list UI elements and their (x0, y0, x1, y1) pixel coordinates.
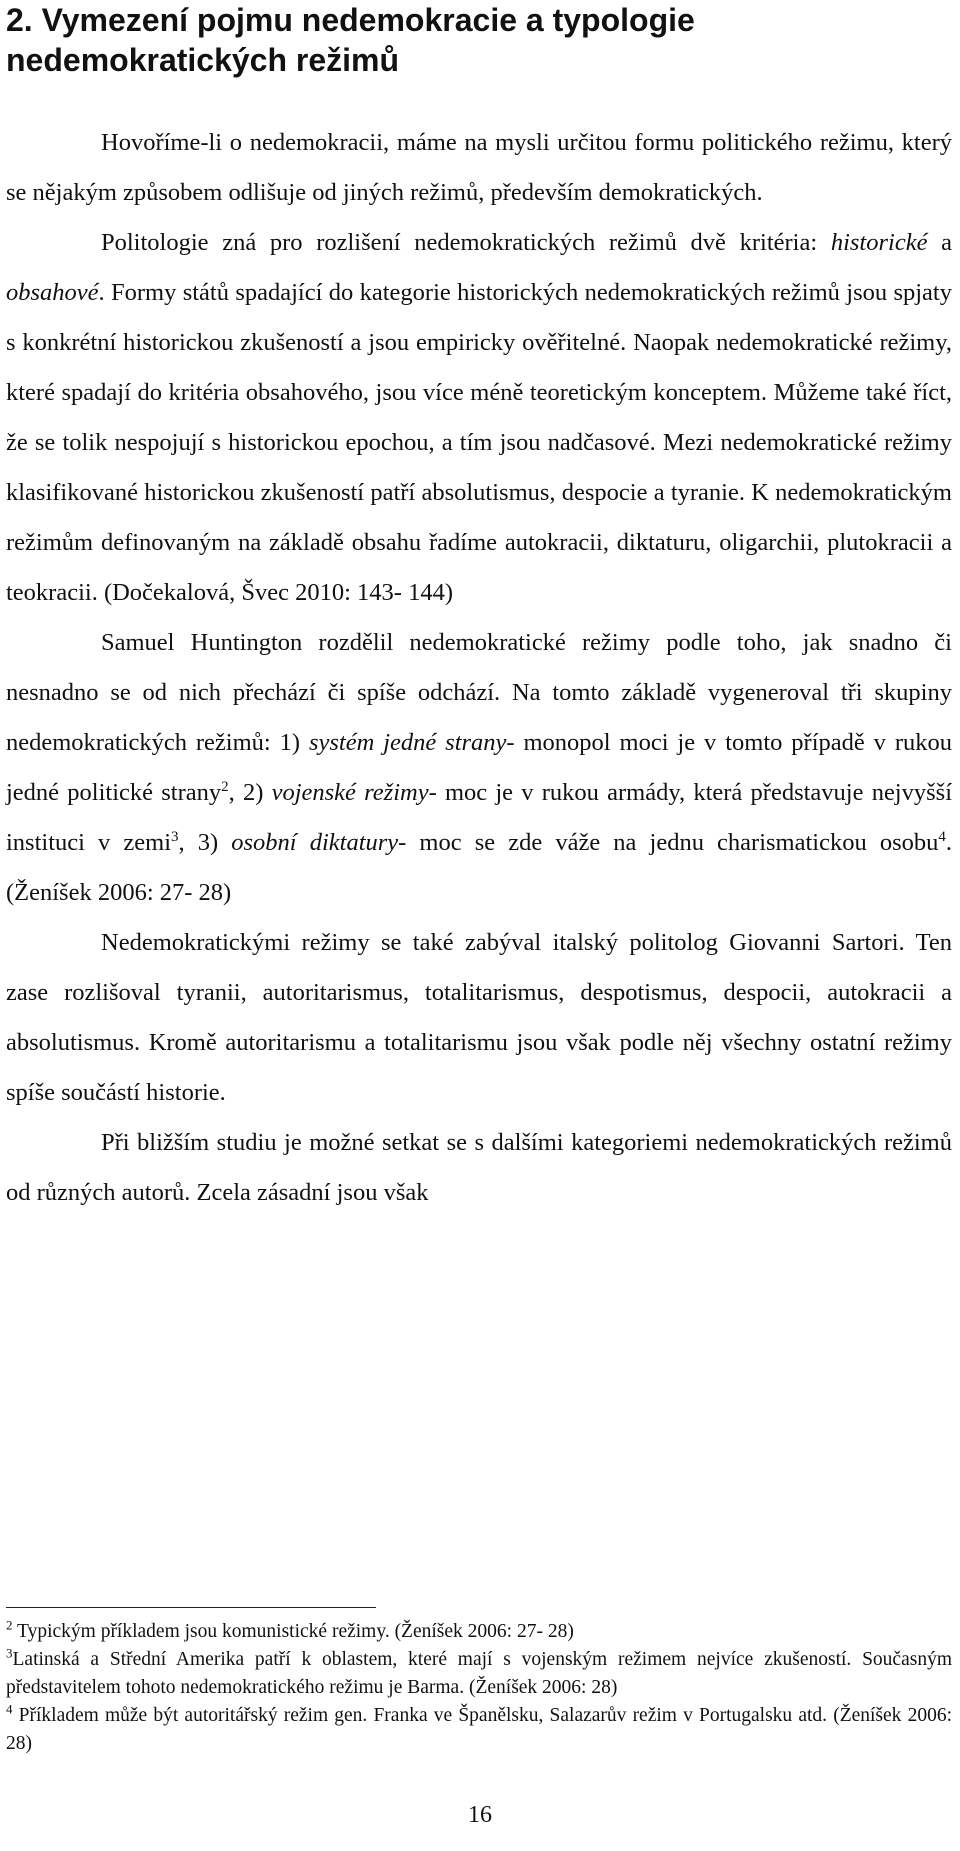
paragraph-4 (6, 918, 952, 1118)
footnote-number: 4 (6, 1701, 13, 1717)
footnote-ref: 3 (171, 828, 179, 845)
footnote (6, 1702, 952, 1758)
paragraph-text: . Formy států spadající do kategorie historických nedemokratických režimů jsou spjaty s konkrétní historickou zkušeností a jsou empiricky ověřitelné. Naopak nedemokratické režimy, které spadají do kritéria obsahového, jsou více méně teoretickým konceptem. Můžeme také říct, že se tolik nespojují s historickou epochou, a tím jsou nadčasové. Mezi nedemokratické režimy klasifikované historickou zkušeností patří absolutismus, despocie a tyranie. K nedemokratickým režimům definovaným na základě obsahu řadíme autokracii, diktaturu, oligarchii, plutokracii a teokracii. (Dočekalová, Švec 2010: 143- 144) (6, 279, 952, 606)
body-text (6, 118, 952, 1218)
footnotes (6, 1618, 952, 1758)
footnote-number: 2 (6, 1617, 13, 1633)
paragraph-3 (6, 618, 952, 918)
footnote-text: Typickým příkladem jsou komunistické režimy. (Ženíšek 2006: 27- 28) (12, 1621, 574, 1642)
footnote-ref: 2 (221, 778, 229, 795)
paragraph-text: - moc se zde váže na jednu charismatickou osobu (398, 829, 939, 856)
paragraph-text: Politologie zná pro rozlišení nedemokratických režimů dvě kritéria: (101, 229, 831, 256)
paragraph-text: a (927, 229, 952, 256)
italic-term: obsahové (6, 279, 99, 306)
footnote (6, 1646, 952, 1702)
paragraph-text: Samuel Huntington rozdělil nedemokratické režimy podle toho, jak snadno či nesnadno se od nich přechází či spíše odchází. Na tomto základě vygeneroval tři skupiny nedemokratických režimů: 1) (6, 629, 952, 756)
footnote (6, 1618, 952, 1646)
paragraph-text: - monopol moci je v tomto případě v rukou jedné politické strany (6, 729, 953, 806)
page-number: 16 (468, 1802, 492, 1828)
footnote-ref: 4 (938, 828, 946, 845)
paragraph-text: Při bližším studiu je možné setkat se s dalšími kategoriemi nedemokratických režimů od různých autorů. Zcela zásadní jsou však (6, 1129, 952, 1206)
footnote-text: Latinská a Střední Amerika patří k oblastem, které mají s vojenským režimem nejvíce zkušeností. Současným představitelem tohoto nedemokratického režimu je Barma. (Ženíšek 2006: 28) (6, 1649, 952, 1698)
paragraph-text: Hovoříme-li o nedemokracii, máme na mysli určitou formu politického režimu, který se nějakým způsobem odlišuje od jiných režimů, především demokratických. (6, 129, 952, 206)
italic-term: historické (830, 229, 928, 256)
paragraph-text: Nedemokratickými režimy se také zabýval italský politolog Giovanni Sartori. Ten zase rozlišoval tyranii, autoritarismus, totalitarismus, despotismus, despocii, autokracii a absolutismus. Kromě autoritarismu a totalitarismu jsou však podle něj všechny ostatní režimy spíše součástí historie. (6, 929, 952, 1106)
footnote-number: 3 (6, 1645, 13, 1661)
section-heading: 2. Vymezení pojmu nedemokracie a typologie nedemokratických režimů (6, 2, 695, 78)
paragraph-2 (6, 218, 952, 618)
italic-term: systém jedné strany (308, 729, 507, 756)
paragraph-1 (6, 118, 952, 218)
footnote-divider (6, 1607, 376, 1608)
italic-term: vojenské režimy (271, 779, 429, 806)
paragraph-text: , 2) (228, 779, 272, 806)
paragraph-text: - moc je v rukou armády, která představuje nejvyšší instituci v zemi (6, 779, 952, 856)
italic-term: osobní diktatury (231, 829, 399, 856)
footnote-text: Příkladem může být autoritářský režim gen. Franka ve Španělsku, Salazarův režim v Portugalsku atd. (Ženíšek 2006: 28) (6, 1705, 952, 1754)
paragraph-5 (6, 1118, 952, 1218)
paragraph-text: . (Ženíšek 2006: 27- 28) (6, 829, 952, 906)
paragraph-text: , 3) (178, 829, 232, 856)
